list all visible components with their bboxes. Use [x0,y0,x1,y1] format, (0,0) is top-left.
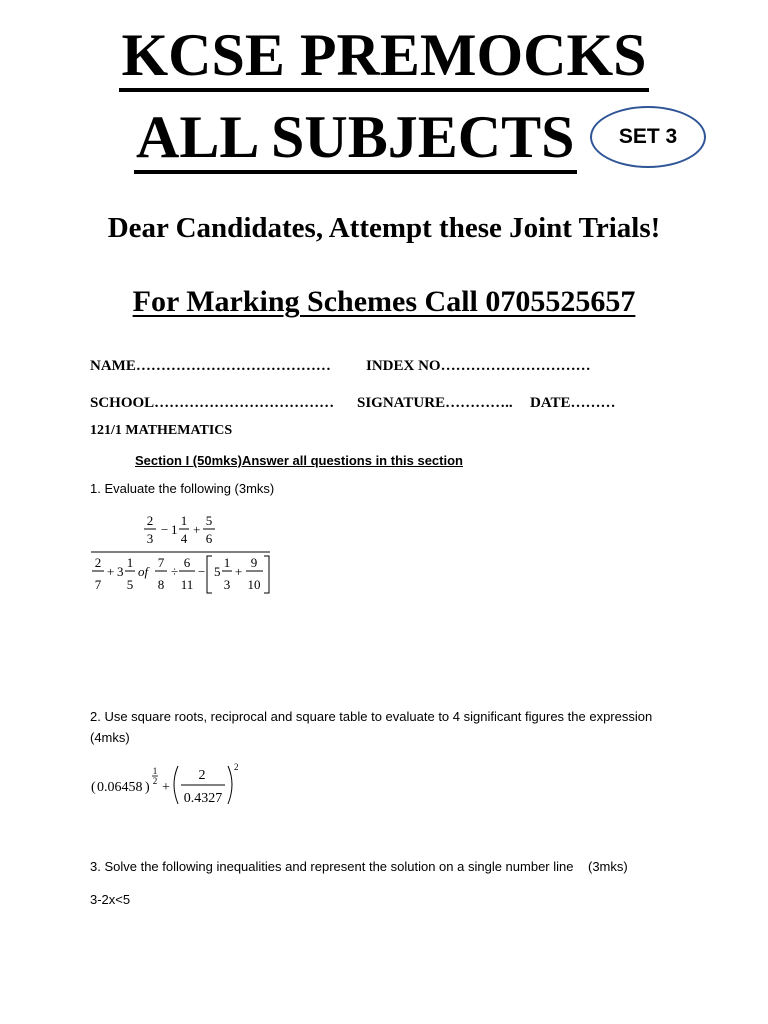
q1-den-f2-d: 8 [157,577,165,592]
q1-plus-2: + [107,564,115,579]
q1-den-f2-n: 7 [157,555,165,570]
q2-plus: + [162,780,170,795]
q1-num-f3-d: 6 [205,531,213,546]
question-2-line-2: (4mks) [90,730,130,745]
set-badge: SET 3 [590,106,706,168]
index-no-field: INDEX NO………………………… [366,358,591,374]
q1-mixed1-d: 4 [180,531,188,546]
question-3-marks: (3mks) [588,859,628,874]
q2-num: 2 [198,768,206,783]
question-3-inequality: 3-2x<5 [90,892,131,907]
signature-field: SIGNATURE………….. [357,395,513,411]
q1-minus: − [161,522,169,537]
q1-den-f4-n: 9 [250,555,258,570]
q2-open-paren: ( [91,780,96,795]
question-1: 1. Evaluate the following (3mks) [90,481,275,496]
q1-mixed3-n: 1 [223,555,231,570]
date-field: DATE……… [530,395,616,411]
q1-mixed3-whole: 5 [214,564,221,579]
q2-exp-n: 1 [152,766,158,776]
q1-of: of [138,564,149,579]
title-line-2: ALL SUBJECTS [134,104,577,174]
section-title: Section I (50mks)Answer all questions in this section [135,453,463,468]
q1-num-f3-n: 5 [205,513,213,528]
subheading: Dear Candidates, Attempt these Joint Trials! [107,212,661,244]
q1-plus-3: + [235,564,243,579]
q1-num-f1-d: 3 [146,531,154,546]
question-2-line-1: 2. Use square roots, reciprocal and square table to evaluate to 4 significant figures the expression [90,709,653,724]
q1-den-f1-n: 2 [94,555,102,570]
q1-mixed3-d: 3 [223,577,231,592]
q1-mixed2-d: 5 [126,577,134,592]
q1-plus: + [193,522,201,537]
paper-code: 121/1 MATHEMATICS [90,423,233,438]
marking-schemes-line: For Marking Schemes Call 0705525657 [132,285,636,318]
q1-den-f3-n: 6 [183,555,191,570]
q1-den-f1-d: 7 [94,577,102,592]
q1-mixed2-whole: 3 [117,564,124,579]
q1-mixed1-n: 1 [180,513,188,528]
title-line-1: KCSE PREMOCKS [0,22,768,92]
q1-den-f4-d: 10 [247,577,261,592]
q1-num-f1-n: 2 [146,513,154,528]
q1-expression [88,512,278,596]
school-field: SCHOOL……………………………… [90,395,335,411]
q1-mixed1-whole: 1 [171,522,178,537]
q1-minus-2: − [198,564,206,579]
q2-close-paren: ) [145,780,150,795]
question-3: 3. Solve the following inequalities and represent the solution on a single number line [90,859,574,874]
name-field: NAME………………………………… [90,358,331,374]
q2-exp-d: 2 [152,776,158,786]
q2-expression [88,760,248,810]
q1-den-f3-d: 11 [180,577,194,592]
q1-div: ÷ [171,564,179,579]
q2-power: 2 [234,762,239,772]
q2-den: 0.4327 [183,791,223,806]
q1-mixed2-n: 1 [126,555,134,570]
q2-base: 0.06458 [97,780,143,795]
